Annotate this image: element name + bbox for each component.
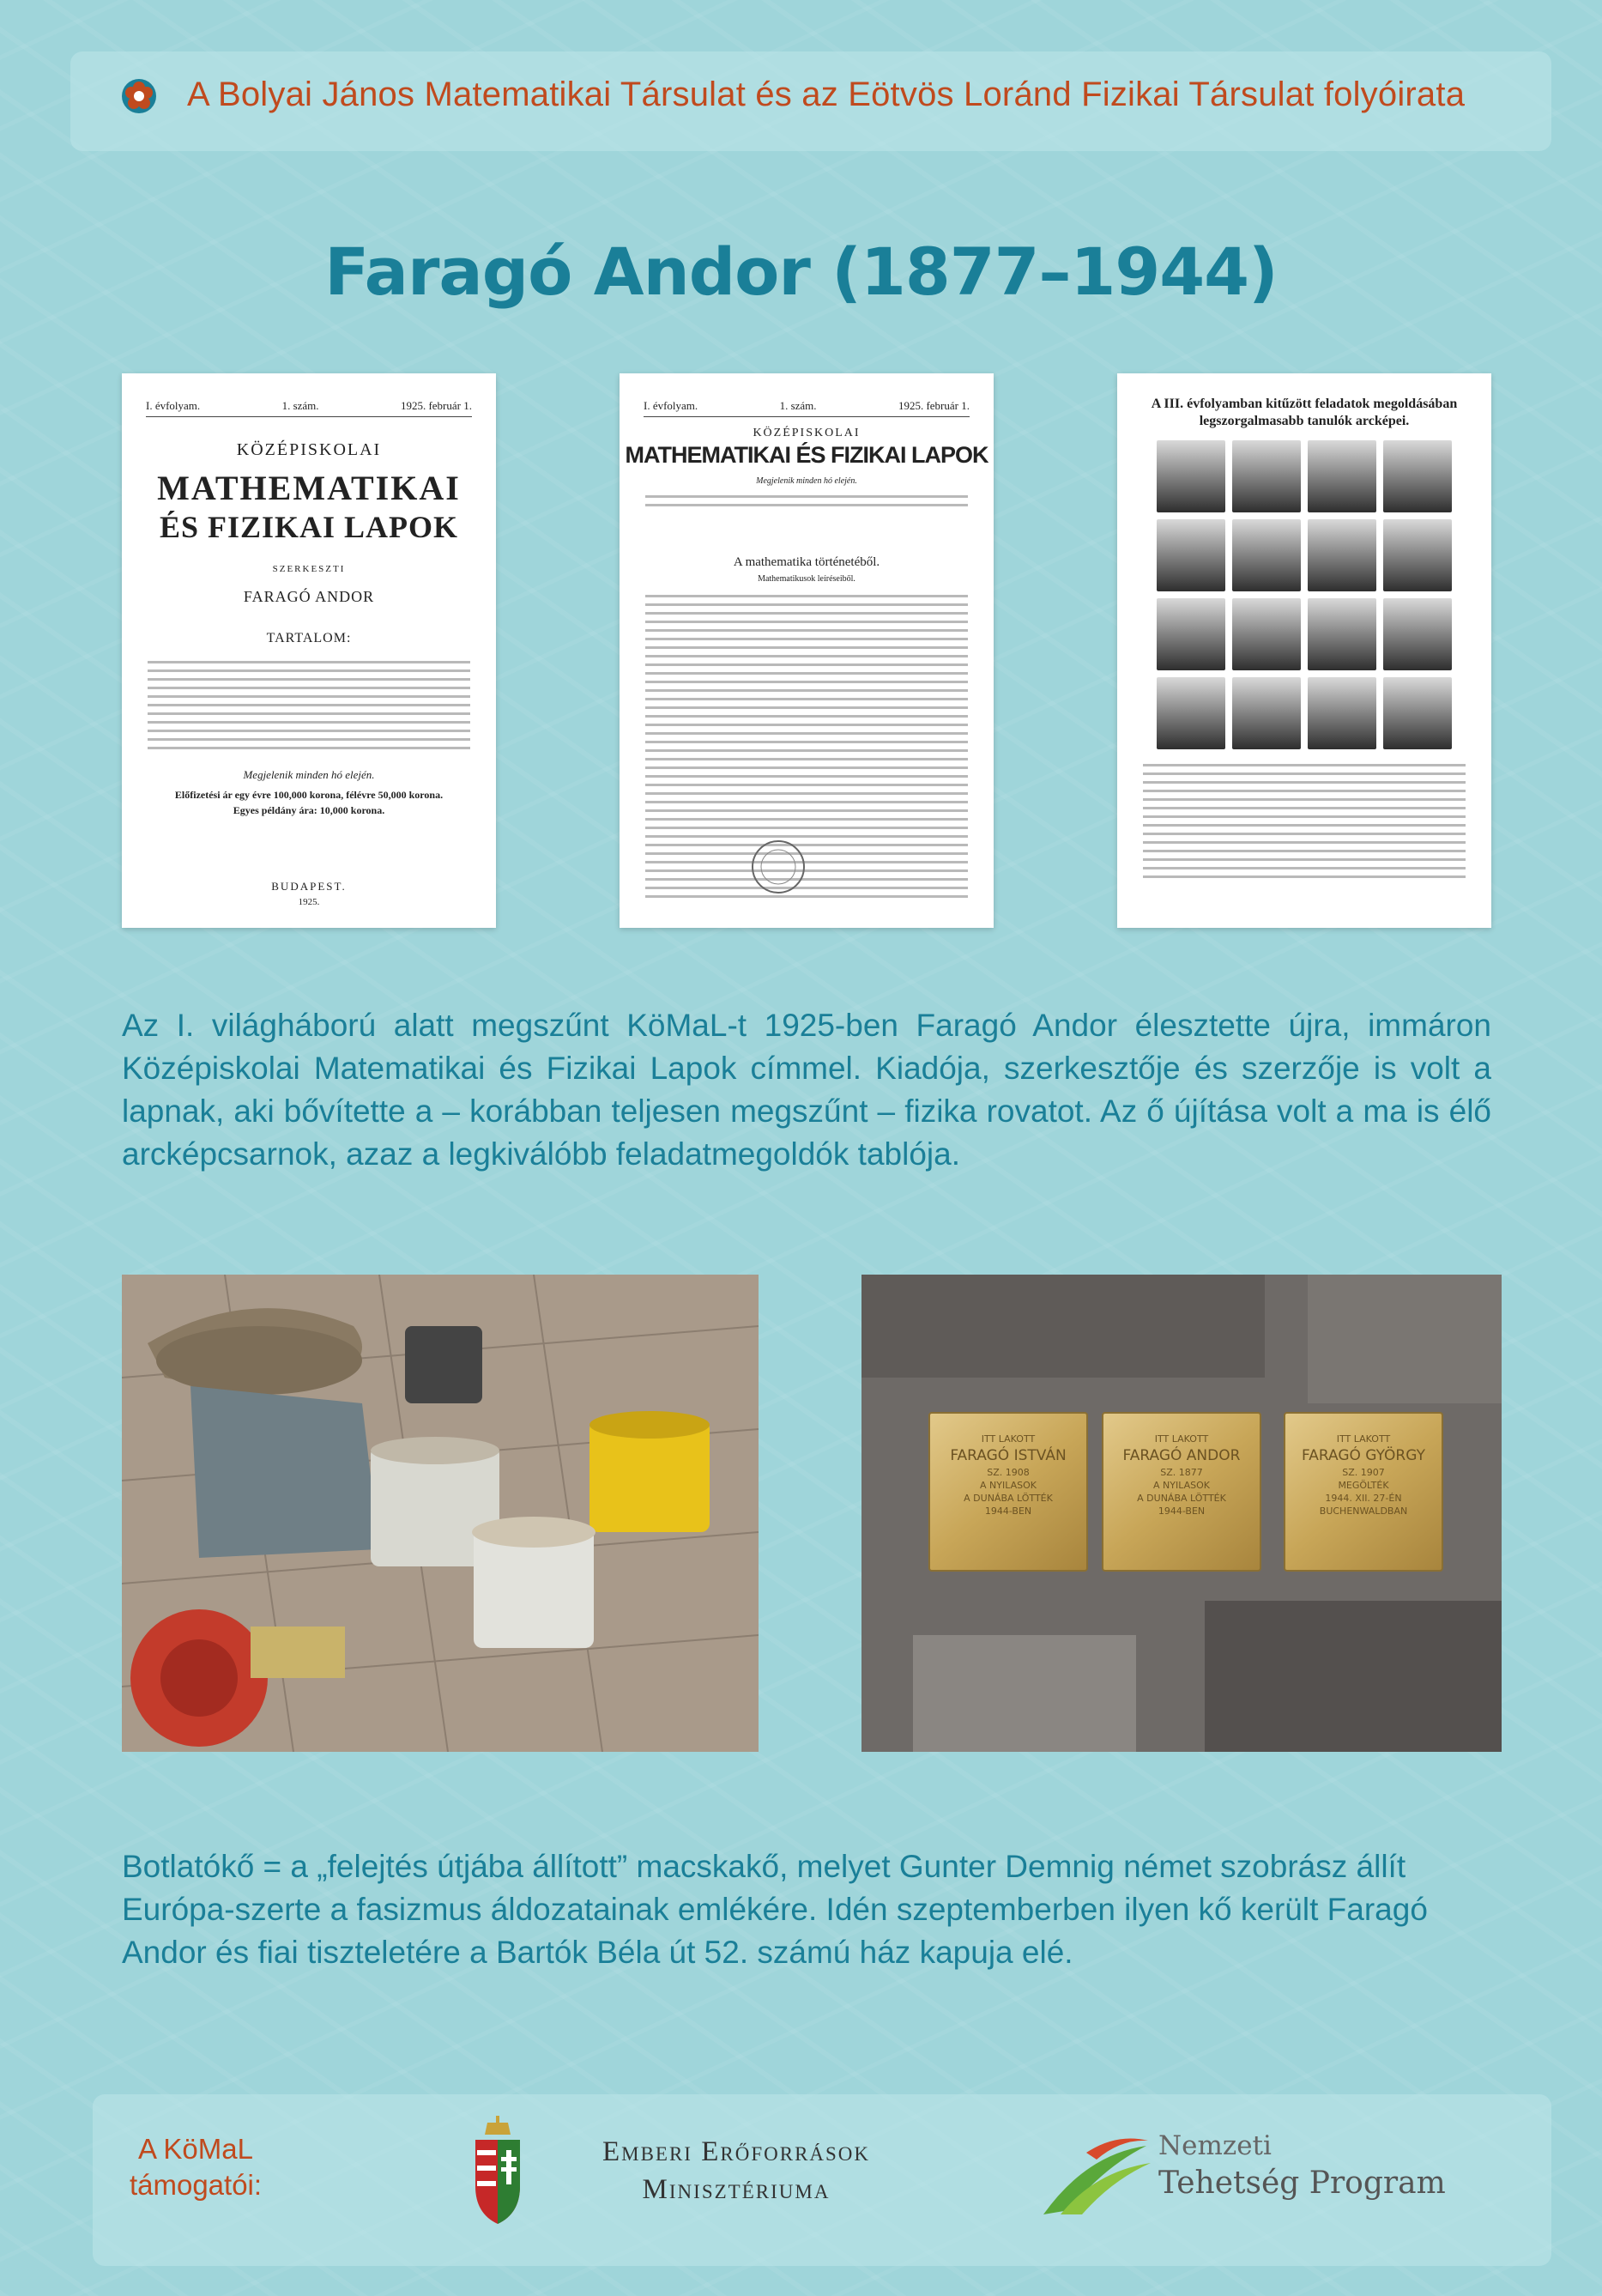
ntp-line-2: Tehetség Program — [1158, 2166, 1446, 2201]
volume-label: I. évfolyam. — [644, 399, 698, 412]
ministry-name — [556, 2133, 916, 2208]
stone-name: FARAGÓ ANDOR — [1122, 1447, 1241, 1464]
stone-line: A DUNÁBA LÖTTÉK — [964, 1493, 1053, 1504]
sponsors-line-1: A KöMaL — [138, 2133, 253, 2165]
stone-line: A NYILASOK — [980, 1480, 1037, 1491]
stone-name: FARAGÓ ISTVÁN — [950, 1447, 1067, 1464]
photo-stumbling-stones — [861, 1275, 1502, 1752]
paragraph-history: Az I. világháború alatt megszűnt KöMaL-t 1925-ben Faragó Andor élesztette újra, immáron Középiskolai Matematikai és Fizikai Lapok címmel. Kiadója, szerkesztője és szerzője is volt a lapnak, aki bővítette a – korábban teljesen megszűnt – fizika rovatot. Az ő újítása volt a ma is élő arcképcsarnok, azaz a legkiválóbb feladatmegoldók tablója. — [122, 1008, 1491, 1172]
journal-line: A Bolyai János Matematikai Társulat és az Eötvös Loránd Fizikai Társulat folyóirata — [187, 76, 1466, 113]
issue-number: 1. szám. — [281, 399, 319, 412]
volume-label: I. évfolyam. — [146, 399, 201, 412]
issue-line — [146, 399, 472, 417]
caption-lines — [1143, 764, 1466, 884]
year: 1925. — [298, 897, 320, 907]
journal-article-image — [620, 373, 994, 928]
issue-date: 1925. február 1. — [400, 399, 472, 412]
kicker: KÖZÉPISKOLAI — [753, 427, 861, 439]
stone-line: 1944-BEN — [984, 1505, 1032, 1517]
issue-line — [644, 399, 970, 417]
stone-line: 1944-BEN — [1158, 1505, 1206, 1517]
stone-line: SZ. 1908 — [987, 1467, 1030, 1478]
stone-line: SZ. 1907 — [1342, 1467, 1385, 1478]
masthead: MATHEMATIKAI ÉS FIZIKAI LAPOK — [625, 442, 988, 468]
page-title: Faragó Andor (1877–1944) — [324, 233, 1278, 310]
article-subtitle: Mathematikusok leíréseiből. — [758, 574, 855, 584]
stone-line: BUCHENWALDBAN — [1319, 1505, 1408, 1517]
photo-stone-laying — [122, 1275, 759, 1752]
article-title: A mathematika történetéből. — [733, 555, 880, 569]
stone-name: FARAGÓ GYÖRGY — [1302, 1447, 1425, 1464]
masthead-line-2: ÉS FIZIKAI LAPOK — [159, 510, 459, 544]
stone-laying-scene — [122, 1275, 759, 1752]
masthead-line-1: MATHEMATIKAI — [157, 469, 461, 507]
gallery-heading: A III. évfolyamban kitűzött feladatok megoldásában legszorgalmasabb tanulók arcképei. — [1151, 397, 1458, 428]
stone-line: 1944. XII. 27-ÉN — [1325, 1493, 1402, 1504]
paragraph-stumbling-stone: Botlatókő = a „felejtés útjába állított” macskakő, melyet Gunter Demnig német szobrász állít Európa-szerte a fasizmus áldozatainak emlékére. Idén szeptemberben ilyen kő került Faragó Andor és fiai tiszteletére a Bartók Béla út 52. számú ház kapuja elé. — [122, 1849, 1428, 1970]
ntp-name — [1158, 2127, 1467, 2202]
kicker: KÖZÉPISKOLAI — [236, 440, 382, 459]
stone-line: SZ. 1877 — [1160, 1467, 1203, 1478]
hungarian-coat-of-arms-icon — [463, 2116, 532, 2227]
price-line-2: Egyes példány ára: 10,000 korona. — [233, 804, 385, 816]
schedule-note: Megjelenik minden hó elején. — [756, 476, 857, 486]
stone-line: MEGÖLTÉK — [1338, 1480, 1389, 1491]
city: BUDAPEST. — [271, 880, 347, 893]
ministry-line-2: Minisztériuma — [642, 2174, 831, 2205]
ntp-swoosh-logo-icon — [1035, 2129, 1155, 2223]
issue-date: 1925. február 1. — [898, 399, 970, 412]
society-logo-icon — [120, 77, 158, 115]
stone-line: ITT LAKOTT — [1336, 1433, 1391, 1445]
sponsors-label — [110, 2131, 281, 2203]
stumbling-stone-istvan — [928, 1412, 1088, 1572]
toc-lines — [148, 661, 470, 755]
stumbling-stone-gyorgy — [1284, 1412, 1443, 1572]
stone-line: A DUNÁBA LÖTTÉK — [1137, 1493, 1226, 1504]
stamp-icon — [748, 837, 808, 897]
editor-name: FARAGÓ ANDOR — [243, 588, 375, 605]
stumbling-stone-andor — [1102, 1412, 1261, 1572]
schedule-note: Megjelenik minden hó elején. — [243, 768, 375, 781]
price-lines — [645, 495, 968, 512]
toc-heading: TARTALOM: — [266, 631, 352, 645]
stone-line: ITT LAKOTT — [1154, 1433, 1209, 1445]
ntp-line-1: Nemzeti — [1158, 2130, 1272, 2161]
journal-cover-image — [122, 373, 496, 928]
portrait-gallery-image — [1117, 373, 1491, 928]
student-portraits — [1157, 440, 1452, 749]
stone-line: A NYILASOK — [1153, 1480, 1210, 1491]
sponsors-line-2: támogatói: — [129, 2169, 263, 2201]
editor-label: SZERKESZTI — [272, 564, 346, 574]
issue-number: 1. szám. — [779, 399, 817, 412]
price-line-1: Előfizetési ár egy évre 100,000 korona, félévre 50,000 korona. — [174, 789, 444, 801]
stone-line: ITT LAKOTT — [981, 1433, 1036, 1445]
ministry-line-1: Emberi Erőforrások — [602, 2136, 871, 2167]
